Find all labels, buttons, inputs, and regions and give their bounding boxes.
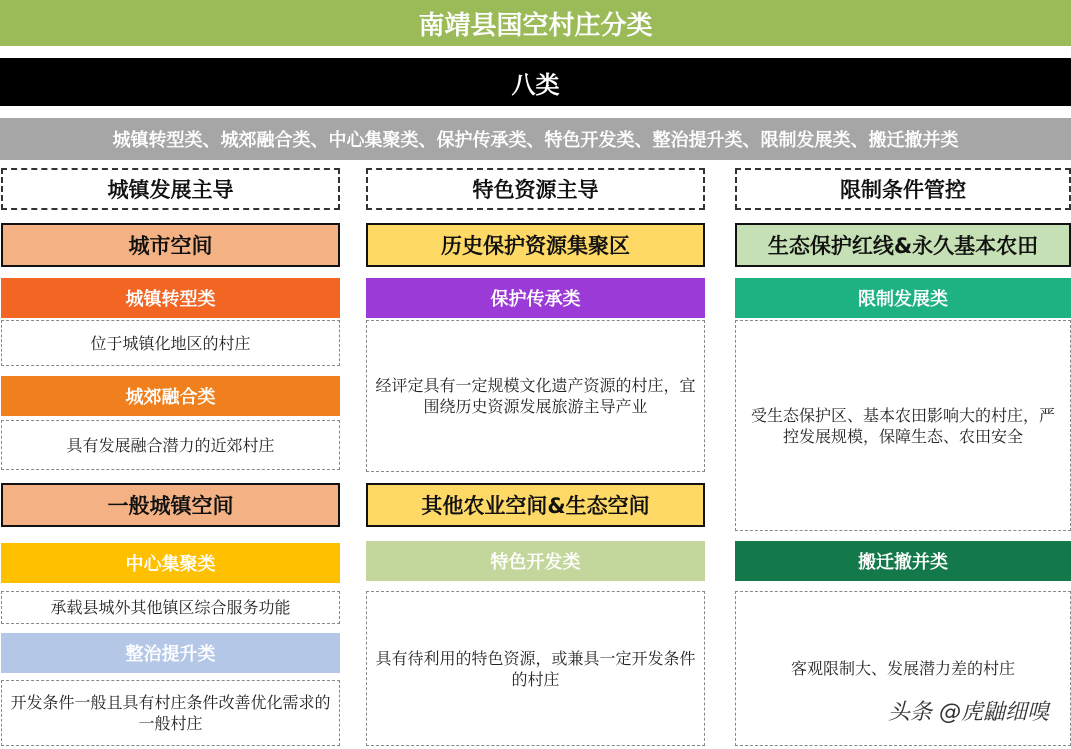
category-heritage-protection: 保护传承类 — [366, 278, 705, 318]
desc-special-development: 具有待利用的特色资源，或兼具一定开发条件的村庄 — [366, 591, 705, 746]
category-town-transform: 城镇转型类 — [1, 278, 340, 318]
page-title: 南靖县国空村庄分类 — [0, 0, 1071, 46]
group-urban-dev: 城镇发展主导 — [1, 168, 340, 210]
desc-restricted-development: 受生态保护区、基本农田影响大的村庄，严控发展规模，保障生态、农田安全 — [735, 320, 1071, 531]
desc-town-transform: 位于城镇化地区的村庄 — [1, 320, 340, 366]
group-special-resource: 特色资源主导 — [366, 168, 705, 210]
category-special-development: 特色开发类 — [366, 541, 705, 581]
space-agri-eco: 其他农业空间&生态空间 — [366, 483, 705, 527]
desc-heritage-protection: 经评定具有一定规模文化遗产资源的村庄，宜围绕历史资源发展旅游主导产业 — [366, 320, 705, 472]
category-suburban-integration: 城郊融合类 — [1, 376, 340, 416]
desc-central-cluster: 承载县城外其他镇区综合服务功能 — [1, 591, 340, 624]
category-central-cluster: 中心集聚类 — [1, 543, 340, 583]
category-count: 八类 — [0, 58, 1071, 106]
space-city: 城市空间 — [1, 223, 340, 267]
category-list: 城镇转型类、城郊融合类、中心集聚类、保护传承类、特色开发类、整治提升类、限制发展类、搬迁撤并类 — [0, 118, 1071, 160]
desc-suburban-integration: 具有发展融合潜力的近郊村庄 — [1, 420, 340, 470]
space-general-town: 一般城镇空间 — [1, 483, 340, 527]
group-restriction-control: 限制条件管控 — [735, 168, 1071, 210]
desc-renovation: 开发条件一般且具有村庄条件改善优化需求的一般村庄 — [1, 680, 340, 746]
category-relocation-merge: 搬迁撤并类 — [735, 541, 1071, 581]
desc-relocation-merge: 客观限制大、发展潜力差的村庄 — [735, 591, 1071, 746]
space-historic-protection: 历史保护资源集聚区 — [366, 223, 705, 267]
space-eco-redline: 生态保护红线&永久基本农田 — [735, 223, 1071, 267]
watermark: 头条 @虎鼬细嗅 — [888, 700, 1049, 725]
category-restricted-development: 限制发展类 — [735, 278, 1071, 318]
category-renovation: 整治提升类 — [1, 633, 340, 673]
